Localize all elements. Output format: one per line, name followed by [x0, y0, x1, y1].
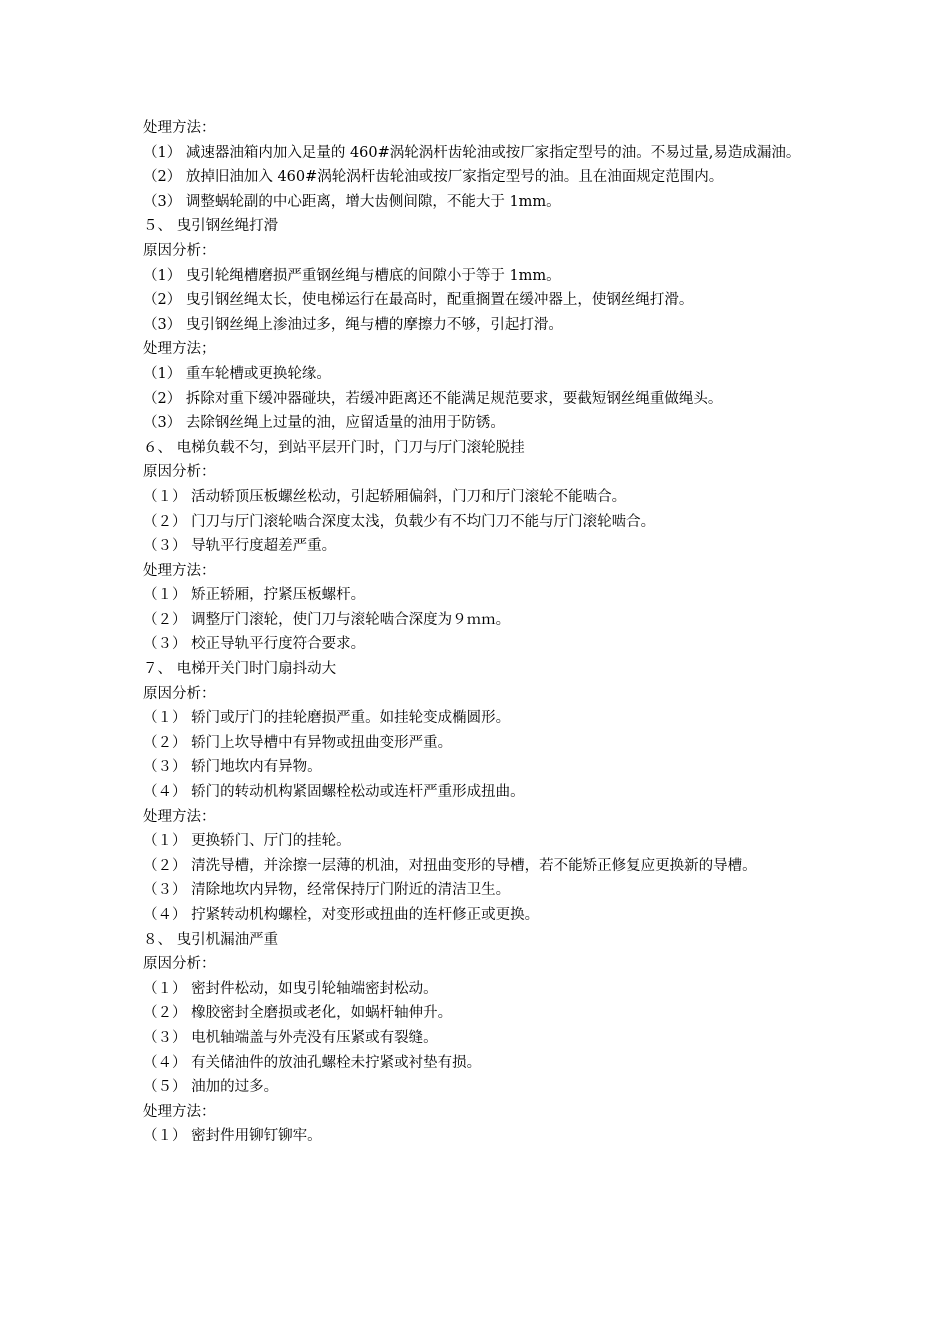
list-item: （４） 轿门的转动机构紧固螺栓松动或连杆严重形成扭曲。	[143, 784, 525, 801]
list-item: （１） 密封件松动，如曳引轮轴端密封松动。	[143, 980, 438, 997]
list-item: （１） 矫正轿厢，拧紧压板螺杆。	[143, 587, 366, 604]
list-item: （１） 更换轿门、厅门的挂轮。	[143, 833, 351, 850]
list-item: （1） 减速器油箱内加入足量的 460#涡轮涡杆齿轮油或按厂家指定型号的油。不易过量,易造成漏油。	[143, 144, 801, 161]
list-item: （１） 轿门或厅门的挂轮磨损严重。如挂轮变成椭圆形。	[143, 710, 511, 727]
section-heading: 原因分析：	[143, 685, 216, 702]
section-heading: 原因分析：	[143, 464, 216, 481]
list-item: （２） 调整厅门滚轮，使门刀与滚轮啮合深度为９ｍｍ。	[143, 611, 511, 628]
list-item: （2） 拆除对重下缓冲器碰块，若缓冲距离还不能满足规范要求，要截短钢丝绳重做绳头。	[143, 390, 723, 407]
list-item: （2） 曳引钢丝绳太长，使电梯运行在最高时，配重搁置在缓冲器上，使钢丝绳打滑。	[143, 292, 694, 309]
list-item: （3） 曳引钢丝绳上渗油过多，绳与槽的摩擦力不够，引起打滑。	[143, 316, 563, 333]
list-item: （３） 导轨平行度超差严重。	[143, 538, 337, 555]
list-item: （３） 轿门地坎内有异物。	[143, 759, 322, 776]
list-item: （2） 放掉旧油加入 460#涡轮涡杆齿轮油或按厂家指定型号的油。且在油面规定范围内。	[143, 169, 724, 186]
list-item: （３） 校正导轨平行度符合要求。	[143, 636, 366, 653]
list-item: （４） 有关储油件的放油孔螺栓未拧紧或衬垫有损。	[143, 1054, 482, 1071]
list-item: （４） 拧紧转动机构螺栓，对变形或扭曲的连杆修正或更换。	[143, 907, 540, 923]
list-item: （２） 轿门上坎导槽中有异物或扭曲变形严重。	[143, 734, 453, 751]
list-item: （1） 曳引轮绳槽磨损严重钢丝绳与槽底的间隙小于等于 1mm。	[143, 267, 561, 284]
section-heading: 处理方法：	[143, 562, 216, 579]
section-heading: 处理方法：	[143, 808, 216, 825]
list-item: （３） 电机轴端盖与外壳没有压紧或有裂缝。	[143, 1029, 438, 1046]
list-item: （５） 油加的过多。	[143, 1079, 279, 1096]
section-title: ６、 电梯负载不匀，到站平层开门时，门刀与厅门滚轮脱挂	[143, 439, 525, 456]
section-title: ７、 电梯开关门时门扇抖动大	[143, 661, 337, 678]
list-item: （３） 清除地坎内异物，经常保持厅门附近的清洁卫生。	[143, 882, 511, 899]
list-item: （２） 门刀与厅门滚轮啮合深度太浅，负载少有不均门刀不能与厅门滚轮啮合。	[143, 513, 656, 530]
section-title: ５、 曳引钢丝绳打滑	[143, 218, 279, 235]
section-heading: 处理方法：	[143, 1103, 216, 1120]
list-item: （２） 清洗导槽，并涂擦一层薄的机油，对扭曲变形的导槽，若不能矫正修复应更换新的导槽。	[143, 857, 757, 874]
list-item: （１） 活动轿顶压板螺丝松动，引起轿厢偏斜，门刀和厅门滚轮不能啮合。	[143, 488, 627, 505]
list-item: （1） 重车轮槽或更换轮缘。	[143, 365, 331, 382]
list-item: （3） 调整蜗轮副的中心距离，增大齿侧间隙，不能大于 1mm。	[143, 193, 561, 210]
list-item: （3） 去除钢丝绳上过量的油，应留适量的油用于防锈。	[143, 415, 505, 432]
section-heading: 处理方法：	[143, 120, 216, 136]
list-item: （１） 密封件用铆钉铆牢。	[143, 1128, 322, 1145]
section-heading: 原因分析：	[143, 242, 216, 259]
list-item: （２） 橡胶密封全磨损或老化，如蜗杆轴伸升。	[143, 1005, 453, 1022]
section-heading: 原因分析：	[143, 956, 216, 973]
section-heading: 处理方法；	[143, 341, 216, 358]
document-body	[143, 116, 813, 1149]
section-title: ８、 曳引机漏油严重	[143, 931, 279, 948]
